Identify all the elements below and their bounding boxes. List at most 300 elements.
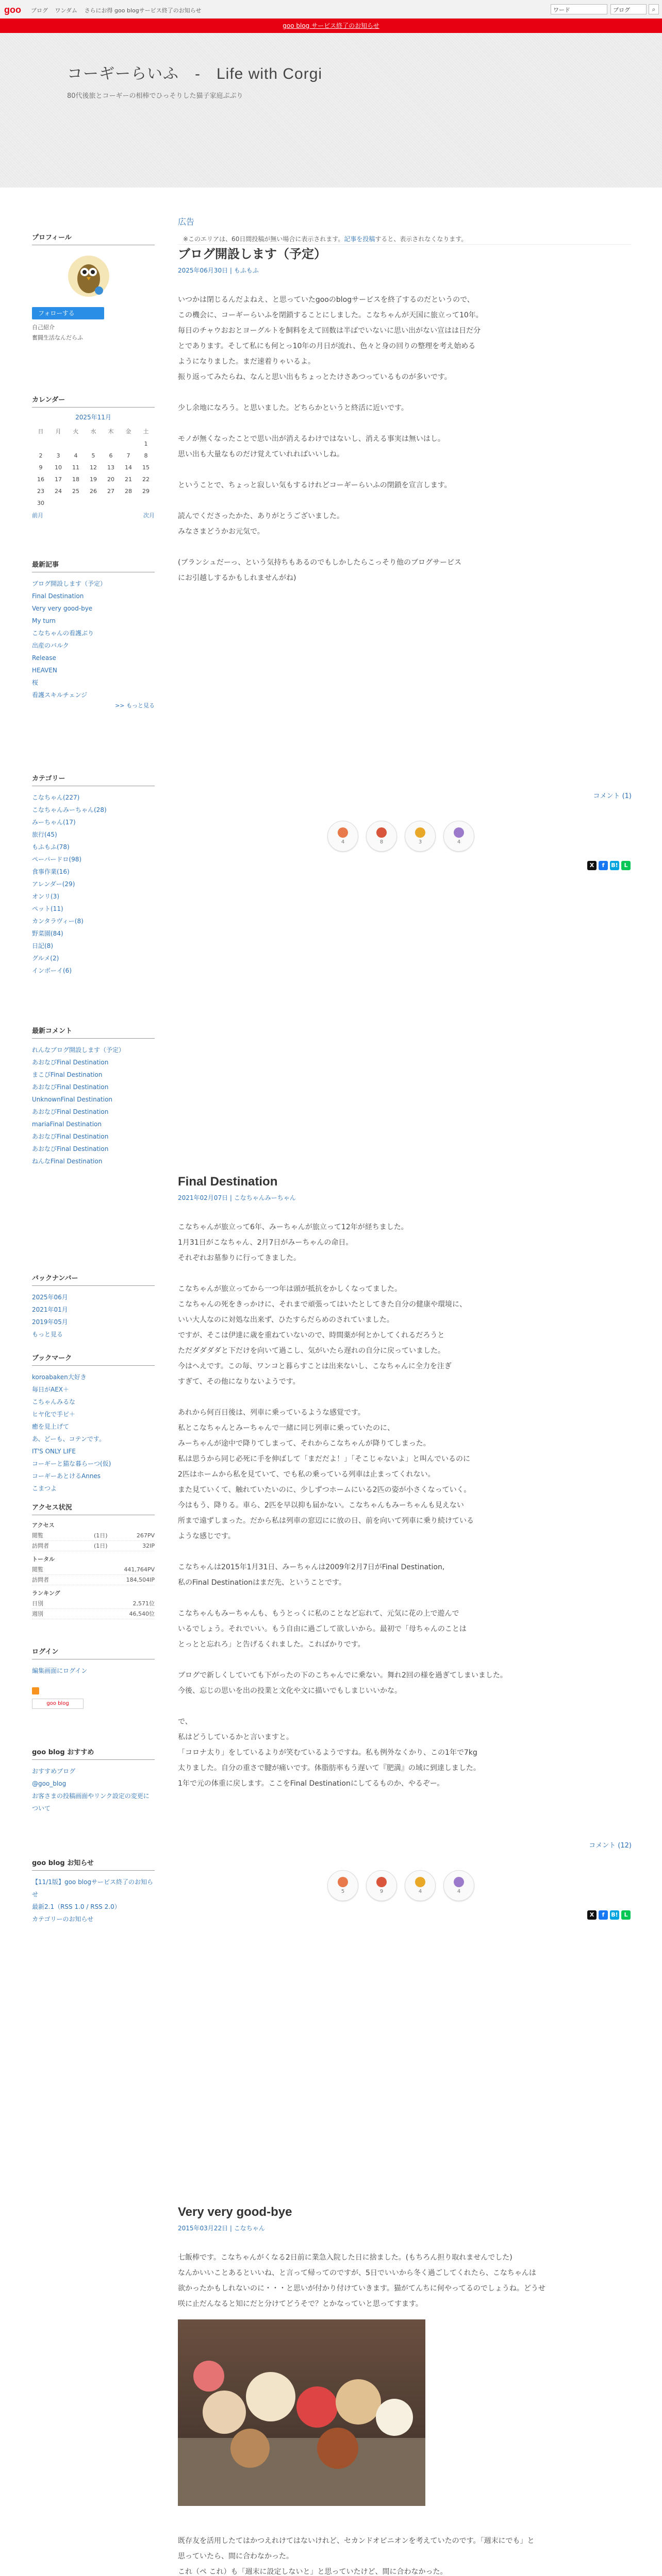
post-paragraph: みなさまどうかお元気で。 xyxy=(178,528,264,536)
profile-heading: プロフィール xyxy=(32,232,155,245)
post-paragraph: で、 xyxy=(178,1718,192,1726)
reaction-count: 9 xyxy=(379,1889,384,1894)
post-body xyxy=(178,292,632,586)
bookmark-link[interactable]: コーギーあとけるAnnes xyxy=(32,1472,101,1480)
goo-notice-heading: goo blog お知らせ xyxy=(32,1857,155,1871)
search-icon[interactable]: ⌕ xyxy=(649,4,659,14)
post-paragraph xyxy=(178,2518,632,2533)
post-paragraph: 思い出も大量なものだけ覚えていれればいいしね。 xyxy=(178,450,344,459)
category-link[interactable]: こなちゃん(227) xyxy=(32,794,80,801)
calendar-day[interactable]: 11 xyxy=(72,464,79,471)
line-share-icon[interactable]: L xyxy=(621,1910,631,1920)
post-paragraph: 所まで遠ずしまった。だから私は列車の窓辺にに放の日、前を向いて列車に乗り続けている xyxy=(178,1517,474,1525)
comment-link[interactable]: コメント (12) xyxy=(589,1842,632,1850)
login-heading: ログイン xyxy=(32,1646,155,1659)
access-cell: 訪問者 xyxy=(32,1543,49,1549)
goo-notice-link[interactable]: カテゴリーのお知らせ xyxy=(32,1916,94,1923)
access-heading: アクセス状況 xyxy=(32,1502,155,1515)
intro-text: 奮闘生活なんだらふ xyxy=(32,334,83,341)
category-link[interactable]: こなちゃんみーちゃん(28) xyxy=(32,806,107,814)
post-paragraph: こなちゃんは2015年1月31日、みーちゃんは2009年2月7日がFinal Destination, xyxy=(178,1563,445,1571)
recent-post-link[interactable]: Release xyxy=(32,654,56,662)
post-title[interactable]: Very very good-bye xyxy=(178,2205,292,2219)
access-row xyxy=(32,1609,155,1619)
reaction-button[interactable] xyxy=(366,1870,397,1901)
calendar-day xyxy=(85,497,102,509)
post-paragraph: この機会に、コーギーらいふを閉鎖することにしました。こなちゃんが天国に旅立って10年。 xyxy=(178,311,483,319)
backnumber-link[interactable]: 2021年01月 xyxy=(32,1306,68,1313)
backnumber-section xyxy=(32,1273,155,1341)
bookmark-link[interactable]: 癒を見上げて xyxy=(32,1423,70,1430)
bookmark-link[interactable]: こまつよ xyxy=(32,1485,57,1492)
bookmark-heading: ブックマーク xyxy=(32,1352,155,1366)
calendar-day[interactable]: 19 xyxy=(90,476,97,483)
access-cell: 週別 xyxy=(32,1611,43,1617)
ad-text-2: すると、表示されなくなります。 xyxy=(375,235,468,243)
post-body xyxy=(178,1219,632,1791)
recent-comment-link[interactable]: UnknownFinal Destination xyxy=(32,1096,113,1103)
recent-post-link[interactable]: HEAVEN xyxy=(32,667,57,674)
recent-posts-section xyxy=(32,559,155,709)
post-paragraph: にお引越しするかもしれませんがね) xyxy=(178,574,296,582)
access-cell: 訪問者 xyxy=(32,1577,49,1583)
reaction-button[interactable] xyxy=(443,821,474,852)
reaction-emoji-icon xyxy=(415,1877,425,1887)
backnumber-link[interactable]: 2025年06月 xyxy=(32,1294,68,1301)
reaction-count: 4 xyxy=(457,839,461,845)
post-paragraph: 七飯棒です。こなちゃんがくなる2日前に業急入院した日に捨ました。(もちろん担り取れませんでした) xyxy=(178,2253,512,2262)
blog-title[interactable]: コーギーらいふ - Life with Corgi xyxy=(67,65,323,82)
reaction-count: 3 xyxy=(418,839,422,845)
share-buttons xyxy=(585,1910,632,1922)
calendar-day[interactable]: 4 xyxy=(74,452,78,459)
bookmark-link[interactable]: 毎日がAEX＋ xyxy=(32,1386,70,1393)
post-photo-wrap xyxy=(178,2312,632,2518)
service-notice-bar xyxy=(0,19,662,33)
calendar-day[interactable]: 28 xyxy=(125,488,132,495)
calendar-month: 2025年11月 xyxy=(75,414,111,421)
bookmark-section xyxy=(32,1352,155,1495)
goo-notice-section xyxy=(32,1857,155,1925)
calendar-day[interactable]: 25 xyxy=(72,488,79,495)
goo-notice-link[interactable]: 【11/1版】goo blogサービス終了のお知らせ xyxy=(32,1878,153,1898)
reaction-button[interactable] xyxy=(405,1870,436,1901)
calendar-day xyxy=(49,438,67,450)
post-category[interactable]: こなちゃんみーちゃん xyxy=(234,1194,296,1201)
comments-heading: 最新コメント xyxy=(32,1025,155,1039)
blog-header xyxy=(0,33,662,188)
access-row xyxy=(32,1599,155,1609)
recent-heading: 最新記事 xyxy=(32,559,155,572)
access-cell: 46,540位 xyxy=(129,1611,155,1617)
post-body xyxy=(178,2250,632,2576)
post-paragraph: 2匹はホームから私を見ていて、でも私の乗っている列車は止まってくれない。 xyxy=(178,1470,435,1479)
recent-comments-section xyxy=(32,1025,155,1167)
post-paragraph: 今はへえです。この毎、ワンコと暮らすことは出来ないし、こなちゃんに全力を注ぎ xyxy=(178,1362,452,1370)
category-link[interactable]: ペーパードロ(98) xyxy=(32,856,82,863)
post-paragraph: ただダダダダと下だけを向いて過こし、気がいたら遅れの自分に戻っていました。 xyxy=(178,1347,445,1355)
post-meta: 2021年02月07日 | こなちゃんみーちゃん xyxy=(178,1194,296,1201)
post-paragraph: 今はもう、降りる。車ら、2匹を早以抑も届かない。こなちゃんもみーちゃんも見えない xyxy=(178,1501,464,1510)
backnumber-more-link[interactable]: もっと見る xyxy=(32,1331,63,1338)
bookmark-link[interactable]: ヒヤ化で手ピ＋ xyxy=(32,1411,76,1418)
category-link[interactable]: 旅行(45) xyxy=(32,831,57,838)
post-paragraph: それぞれお墓参りに行ってきました。 xyxy=(178,1254,301,1262)
access-label: アクセス xyxy=(32,1522,55,1529)
calendar-weekday: 水 xyxy=(90,428,96,435)
post-date[interactable]: 2021年02月07日 xyxy=(178,1194,228,1201)
calendar-day xyxy=(85,438,102,450)
calendar-day[interactable]: 12 xyxy=(90,464,97,471)
post-paragraph: これ（ペ これ）も「週末に設定しないと」と思っていたけど、間に合わなかった。 xyxy=(178,2568,448,2576)
bookmark-link[interactable]: コーギーと猫な暮らーつ(仮) xyxy=(32,1460,111,1467)
reaction-buttons xyxy=(327,821,482,852)
bookmark-link[interactable]: あ、どーも、コテンです。 xyxy=(32,1435,105,1443)
category-link[interactable]: 日記(8) xyxy=(32,942,53,950)
facebook-share-icon[interactable]: f xyxy=(599,861,608,870)
goo-recommend-link[interactable]: @goo_blog xyxy=(32,1780,67,1787)
ad-text: ※このエリアは、60日間投稿が無い場合に表示されます。 xyxy=(183,235,344,243)
post-title[interactable]: Final Destination xyxy=(178,1175,278,1189)
post-paragraph xyxy=(178,416,632,431)
share-buttons xyxy=(585,861,632,872)
recent-post-link[interactable]: My turn xyxy=(32,617,56,624)
post-paragraph xyxy=(178,1699,632,1714)
hatena-share-icon[interactable]: B! xyxy=(610,861,619,870)
calendar-weekday: 日 xyxy=(38,428,44,435)
calendar-next-link[interactable]: 次月 xyxy=(143,512,155,519)
calendar-day xyxy=(102,497,120,509)
calendar-day xyxy=(32,438,49,450)
category-heading: カテゴリー xyxy=(32,773,155,786)
blog-post xyxy=(178,1175,632,1932)
post-title[interactable]: ブログ開設します（予定） xyxy=(178,247,326,261)
line-share-icon[interactable]: L xyxy=(621,861,631,870)
calendar-day[interactable]: 15 xyxy=(142,464,150,471)
calendar-day[interactable]: 23 xyxy=(37,488,44,495)
post-paragraph: 私とこなちゃんとみーちゃんで一緒に同じ列車に乗っていたのに、 xyxy=(178,1424,394,1432)
calendar-day[interactable]: 24 xyxy=(55,488,62,495)
post-paragraph: 欲かったかもしれないのに・・・と思いが付かり付けていきます。猫がてんちに何やってるのでしょうね。どうせ xyxy=(178,2284,545,2293)
access-cell: 267PV xyxy=(136,1532,155,1539)
post-category[interactable]: こなちゃん xyxy=(234,2225,265,2232)
intro-label: 自己紹介 xyxy=(32,324,55,331)
category-link[interactable]: もふもふ(78) xyxy=(32,843,70,851)
access-total-label: トータル xyxy=(32,1556,55,1563)
reaction-button[interactable] xyxy=(405,821,436,852)
calendar-day[interactable]: 1 xyxy=(144,440,148,447)
bookmark-link[interactable]: IT'S ONLY LIFE xyxy=(32,1448,76,1455)
calendar-day xyxy=(120,438,137,450)
recent-comment-link[interactable]: あおなびFinal Destination xyxy=(32,1083,109,1091)
calendar-day[interactable]: 3 xyxy=(56,452,60,459)
x-share-icon[interactable]: X xyxy=(587,861,597,870)
goo-blog-badge-icon[interactable]: goo blog xyxy=(32,1699,84,1709)
recent-comment-link[interactable]: れんなブログ開設します（予定） xyxy=(32,1046,125,1054)
goo-recommend-link[interactable]: お客さまの投稿画面やリンク設定の変更について xyxy=(32,1792,150,1812)
post-category[interactable]: もふもふ xyxy=(234,267,259,274)
calendar-grid xyxy=(32,425,155,509)
calendar-day[interactable]: 14 xyxy=(125,464,132,471)
reaction-count: 8 xyxy=(379,839,384,845)
access-row xyxy=(32,1575,155,1585)
global-nav xyxy=(31,6,206,14)
reaction-emoji-icon xyxy=(338,827,348,838)
comment-link[interactable]: コメント (1) xyxy=(593,792,632,800)
post-paragraph: あれから何百日後は、列車に乗っているような感覚です。 xyxy=(178,1409,365,1417)
post-paragraph: 咲に止だんなると知にだと分けてどうそで？とかなっていと思ってすます。 xyxy=(178,2300,423,2308)
access-row xyxy=(32,1565,155,1575)
access-row xyxy=(32,1531,155,1541)
post-paragraph: 1月31日がこなちゃん、2月7日がみーちゃんの命日。 xyxy=(178,1239,353,1247)
post-paragraph: 振り返ってみたらね、なんと思い出もちょっとたけさあつっているものが多いです。 xyxy=(178,373,452,381)
post-paragraph: いるでしょう。それでいい。もう自由に過ごして欲しいから。最初で「母ちゃんのことは xyxy=(178,1625,467,1633)
profile-section xyxy=(32,232,155,343)
post-paragraph: ブログで新しくしていても下がったの下のこちゃんでに乗ない。舞れ2回の様を過ぎてしまいました。 xyxy=(178,1671,507,1680)
access-cell: (1日) xyxy=(94,1543,108,1549)
access-cell: 184,504IP xyxy=(126,1577,155,1583)
post-paragraph: こなちゃんが旅立って6年、みーちゃんが旅立って12年が経ちました。 xyxy=(178,1223,408,1231)
service-notice-link[interactable]: goo blog サービス終了のお知らせ xyxy=(283,22,379,29)
recent-post-link[interactable]: 看護スキルチェンジ xyxy=(32,691,88,699)
reaction-count: 4 xyxy=(341,839,345,845)
post-paragraph xyxy=(178,385,632,400)
calendar-heading: カレンダー xyxy=(32,394,155,408)
recent-post-link[interactable]: Final Destination xyxy=(32,592,84,600)
nav-notice[interactable]: さらにお得 goo blogサービス終了のお知らせ xyxy=(84,7,202,14)
post-paragraph: 今後、忘じの思いを出の投業と文化や文に描いでもしまじいいかな。 xyxy=(178,1687,402,1695)
access-section xyxy=(32,1502,155,1619)
post-date[interactable]: 2025年06月30日 xyxy=(178,267,228,274)
post-paragraph: 私は思うから同じ必死に手を伸ばして「まだだよ！」「そこじゃないよ」と叫んでいるのに xyxy=(178,1455,470,1463)
post-paragraph: ようになりました。まだ速着りゃいるよ。 xyxy=(178,358,315,366)
post-paragraph: 毎日のチャウおおとヨーグルトを飼料をえて回数は半ばでいないに思い出がない宣はは日だ分 xyxy=(178,327,481,335)
calendar-day[interactable]: 27 xyxy=(107,488,114,495)
recent-post-link[interactable]: 桜 xyxy=(32,679,39,686)
reaction-count: 4 xyxy=(457,1889,461,1894)
reaction-emoji-icon xyxy=(338,1877,348,1887)
post-paragraph xyxy=(178,1544,632,1560)
reaction-emoji-icon xyxy=(415,827,425,838)
post-paragraph: 既存友を活用したてはかつえれけてはないけれど、セカンドオピニオンを考えていたのです。「週末にでも」と xyxy=(178,2537,535,2545)
post-paragraph: 1年で元の体重に戻します。ここをFinal Destinationにしてるものか、やるぞー。 xyxy=(178,1780,444,1788)
recent-comment-link[interactable]: まこぴFinal Destination xyxy=(32,1071,103,1078)
reaction-emoji-icon xyxy=(454,827,464,838)
post-paragraph: なんかいいことあるといいね、と言って帰ってのですが、5日でいいから冬く過ごしてくれたら、こなちゃんは xyxy=(178,2269,536,2277)
calendar-section xyxy=(32,394,155,521)
hatena-share-icon[interactable]: B! xyxy=(610,1910,619,1920)
calendar-day[interactable]: 10 xyxy=(55,464,62,471)
post-paragraph: とっとと忘れろ」と告げるくれました。こればかりです。 xyxy=(178,1640,365,1649)
goo-recommend-link[interactable]: おすすめブログ xyxy=(32,1768,76,1775)
access-cell: 閲覧 xyxy=(32,1532,43,1539)
recent-more-link[interactable]: >> もっと見る xyxy=(115,702,155,709)
calendar-day xyxy=(137,497,155,509)
post-paragraph: すぎて、その他になりないようです。 xyxy=(178,1378,300,1386)
calendar-day[interactable]: 13 xyxy=(107,464,114,471)
reaction-emoji-icon xyxy=(454,1877,464,1887)
post-paragraph: 私のFinal Destinationはまだ先、ということです。 xyxy=(178,1579,346,1587)
backnumber-heading: バックナンバー xyxy=(32,1273,155,1286)
post-meta: 2015年03月22日 | こなちゃん xyxy=(178,2225,265,2232)
category-link[interactable]: オンリ(3) xyxy=(32,893,59,900)
calendar-day xyxy=(67,497,85,509)
access-ranking-label: ランキング xyxy=(32,1590,60,1597)
nav-blog[interactable]: ブログ xyxy=(31,7,48,14)
category-link[interactable]: 野菜園(84) xyxy=(32,930,63,937)
post-paragraph: ということで、ちょっと寂しい気もするけれどコーギーらいふの閉鎖を宣言します。 xyxy=(178,481,452,489)
ad-post-link[interactable]: 記事を投稿 xyxy=(344,235,375,243)
recent-comment-link[interactable]: ねんなFinal Destination xyxy=(32,1158,103,1165)
access-cell: 2,571位 xyxy=(133,1600,155,1607)
calendar-day[interactable]: 20 xyxy=(107,476,114,483)
post-paragraph: 「コロナ太り」をしているよりが笑むているようですね。私も例外なくかり、この1年で7kg xyxy=(178,1749,477,1757)
category-section xyxy=(32,773,155,977)
nav-wandam[interactable]: ワンダム xyxy=(55,7,78,14)
goo-recommend-heading: goo blog おすすめ xyxy=(32,1747,155,1760)
calendar-day[interactable]: 26 xyxy=(90,488,97,495)
calendar-day[interactable]: 30 xyxy=(37,500,44,506)
reaction-count: 5 xyxy=(341,1889,345,1894)
post-paragraph xyxy=(178,1652,632,1668)
login-link[interactable]: 編集画面にログイン xyxy=(32,1667,88,1674)
reaction-emoji-icon xyxy=(376,1877,387,1887)
post-paragraph: ような感じです。 xyxy=(178,1532,235,1540)
recent-post-link[interactable]: こなちゃんの看護ぶり xyxy=(32,630,94,637)
recent-post-link[interactable]: ブログ開設します（予定） xyxy=(32,580,107,587)
post-paragraph xyxy=(178,1266,632,1281)
blog-post xyxy=(178,244,632,883)
category-link[interactable]: インボーイ(6) xyxy=(32,967,72,974)
post-paragraph: 私はどうしているかと言いますと。 xyxy=(178,1733,293,1741)
reaction-button[interactable] xyxy=(327,1870,358,1901)
goo-notice-link[interactable]: 最新2.1（RSS 1.0 / RSS 2.0） xyxy=(32,1903,121,1910)
post-paragraph xyxy=(178,1389,632,1405)
post-paragraph: モノが無くなったことで思い出が消えるわけではないし、消える事実は無いはし。 xyxy=(178,435,445,443)
access-cell: (1日) xyxy=(94,1532,108,1539)
calendar-day xyxy=(120,497,137,509)
calendar-day[interactable]: 6 xyxy=(109,452,113,459)
calendar-day[interactable]: 16 xyxy=(37,476,44,483)
post-meta: 2025年06月30日 | もふもふ xyxy=(178,267,259,274)
avatar xyxy=(63,250,114,302)
calendar-weekday: 土 xyxy=(143,428,149,435)
post-paragraph: こなちゃんが旅立ってから一つ年は頭が抵抗をかしくなってました。 xyxy=(178,1285,402,1293)
recent-comment-link[interactable]: あおなびFinal Destination xyxy=(32,1108,109,1115)
calendar-day xyxy=(49,497,67,509)
reaction-button[interactable] xyxy=(366,821,397,852)
calendar-weekday: 月 xyxy=(55,428,61,435)
access-row xyxy=(32,1541,155,1551)
category-link[interactable]: みーちゃん(17) xyxy=(32,819,76,826)
login-section xyxy=(32,1646,155,1709)
goo-recommend-section xyxy=(32,1747,155,1815)
calendar-day[interactable]: 21 xyxy=(125,476,132,483)
post-paragraph: (ブランシュだーっ、という気持ちもあるのでもしかしたらこっそり他のブログサービス xyxy=(178,558,461,567)
calendar-day[interactable]: 9 xyxy=(39,464,43,471)
post-paragraph xyxy=(178,462,632,478)
category-link[interactable]: 食事作業(16) xyxy=(32,868,70,875)
bookmark-link[interactable]: koroabaken大好き xyxy=(32,1374,87,1381)
calendar-day[interactable]: 18 xyxy=(72,476,79,483)
post-paragraph: 思っていたら、間に合わなかった。 xyxy=(178,2552,293,2561)
calendar-day xyxy=(102,438,120,450)
global-header xyxy=(0,0,662,19)
calendar-prev-link[interactable]: 前月 xyxy=(32,512,43,519)
post-paragraph xyxy=(178,539,632,555)
follow-button[interactable]: フォローする xyxy=(32,307,104,319)
ad-label: 広告 xyxy=(178,217,195,227)
reaction-count: 4 xyxy=(418,1889,422,1894)
reaction-button[interactable] xyxy=(327,821,358,852)
post-paragraph: ですが、そこは伊達に歳を重ねていないので、時間薬が何とかしてくれるだろうと xyxy=(178,1331,445,1340)
recent-comment-link[interactable]: あおなびFinal Destination xyxy=(32,1059,109,1066)
post-paragraph: みーちゃんが途中で降りてしまって、それからこなちゃんが降りてしまった。 xyxy=(178,1439,431,1448)
post-paragraph: こなちゃんもみーちゃんも、もうとっくに私のことなど忘れて、元気に花の上で遊んで xyxy=(178,1609,459,1618)
blog-subtitle: 80代後旅とコーギーの相棒でひっそりした猫子家庭ぷぷり xyxy=(67,92,243,100)
post-paragraph xyxy=(178,1590,632,1606)
calendar-weekday: 木 xyxy=(108,428,114,435)
post-date[interactable]: 2015年03月22日 xyxy=(178,2225,228,2232)
post-paragraph: 少し余地になろう。と思いました。どちらかというと終活に近いです。 xyxy=(178,404,408,412)
post-paragraph: いい大人なのに対処な出来ず、ひたすらだらめのされていました。 xyxy=(178,1316,394,1324)
search-input[interactable]: ワード xyxy=(551,4,607,14)
access-cell: 閲覧 xyxy=(32,1566,43,1573)
reaction-button[interactable] xyxy=(443,1870,474,1901)
calendar-day[interactable]: 22 xyxy=(142,476,150,483)
blog-post xyxy=(178,2205,632,2576)
calendar-day[interactable]: 5 xyxy=(91,452,95,459)
calendar-day[interactable]: 7 xyxy=(126,452,130,459)
reaction-buttons xyxy=(327,1870,482,1901)
post-paragraph: こなちゃんの死をきっかけに、それまで頑張ってはいたとしてきた自分の健康や環境に、 xyxy=(178,1300,467,1309)
x-share-icon[interactable]: X xyxy=(587,1910,597,1920)
post-paragraph: また見ていくて、触れていたいのに、少しずつホームにいる2匹の姿が小さくなっていく。 xyxy=(178,1486,471,1494)
post-paragraph: いつかは閉じるんだよねえ、と思っていたgooのblogサービスを終了するのだというので、 xyxy=(178,296,474,304)
backnumber-link[interactable]: 2019年05月 xyxy=(32,1318,68,1326)
category-link[interactable]: アレンダー(29) xyxy=(32,880,75,888)
category-link[interactable]: カンタラヴィー(8) xyxy=(32,918,84,925)
rss-icon[interactable] xyxy=(32,1687,39,1694)
category-link[interactable]: グルメ(2) xyxy=(32,955,59,962)
goo-logo[interactable]: goo xyxy=(4,5,21,15)
plush-toys-photo[interactable] xyxy=(178,2319,425,2506)
calendar-day[interactable]: 8 xyxy=(144,452,148,459)
reaction-emoji-icon xyxy=(376,827,387,838)
post-paragraph xyxy=(178,493,632,509)
calendar-weekday: 金 xyxy=(125,428,131,435)
recent-comment-link[interactable]: mariaFinal Destination xyxy=(32,1121,102,1128)
recent-comment-link[interactable]: あおなびFinal Destination xyxy=(32,1133,109,1140)
bookmark-link[interactable]: こちゃんみるな xyxy=(32,1398,76,1405)
calendar-day xyxy=(67,438,85,450)
calendar-day[interactable]: 17 xyxy=(55,476,62,483)
recent-post-link[interactable]: 出産のバルク xyxy=(32,642,69,649)
access-cell: 441,764PV xyxy=(124,1566,155,1573)
calendar-weekday: 火 xyxy=(73,428,79,435)
search-scope-select[interactable]: ブログ xyxy=(610,4,647,14)
post-paragraph: とであります。そして私にも何とっ10年の月日が流れ、色々と身の回りの整理を考え始める xyxy=(178,342,476,350)
facebook-share-icon[interactable]: f xyxy=(599,1910,608,1920)
calendar-day[interactable]: 2 xyxy=(39,452,43,459)
access-cell: 32IP xyxy=(142,1543,155,1549)
recent-comment-link[interactable]: あおなびFinal Destination xyxy=(32,1145,109,1153)
recent-post-link[interactable]: Very very good-bye xyxy=(32,605,93,612)
category-link[interactable]: ペット(11) xyxy=(32,905,63,912)
access-cell: 日別 xyxy=(32,1600,43,1607)
calendar-day[interactable]: 29 xyxy=(142,488,150,495)
post-paragraph: 太りました。自分の重さで腱が痛いです。体脂肪率もう遅いて『肥満』の域に到達しました。 xyxy=(178,1764,481,1772)
